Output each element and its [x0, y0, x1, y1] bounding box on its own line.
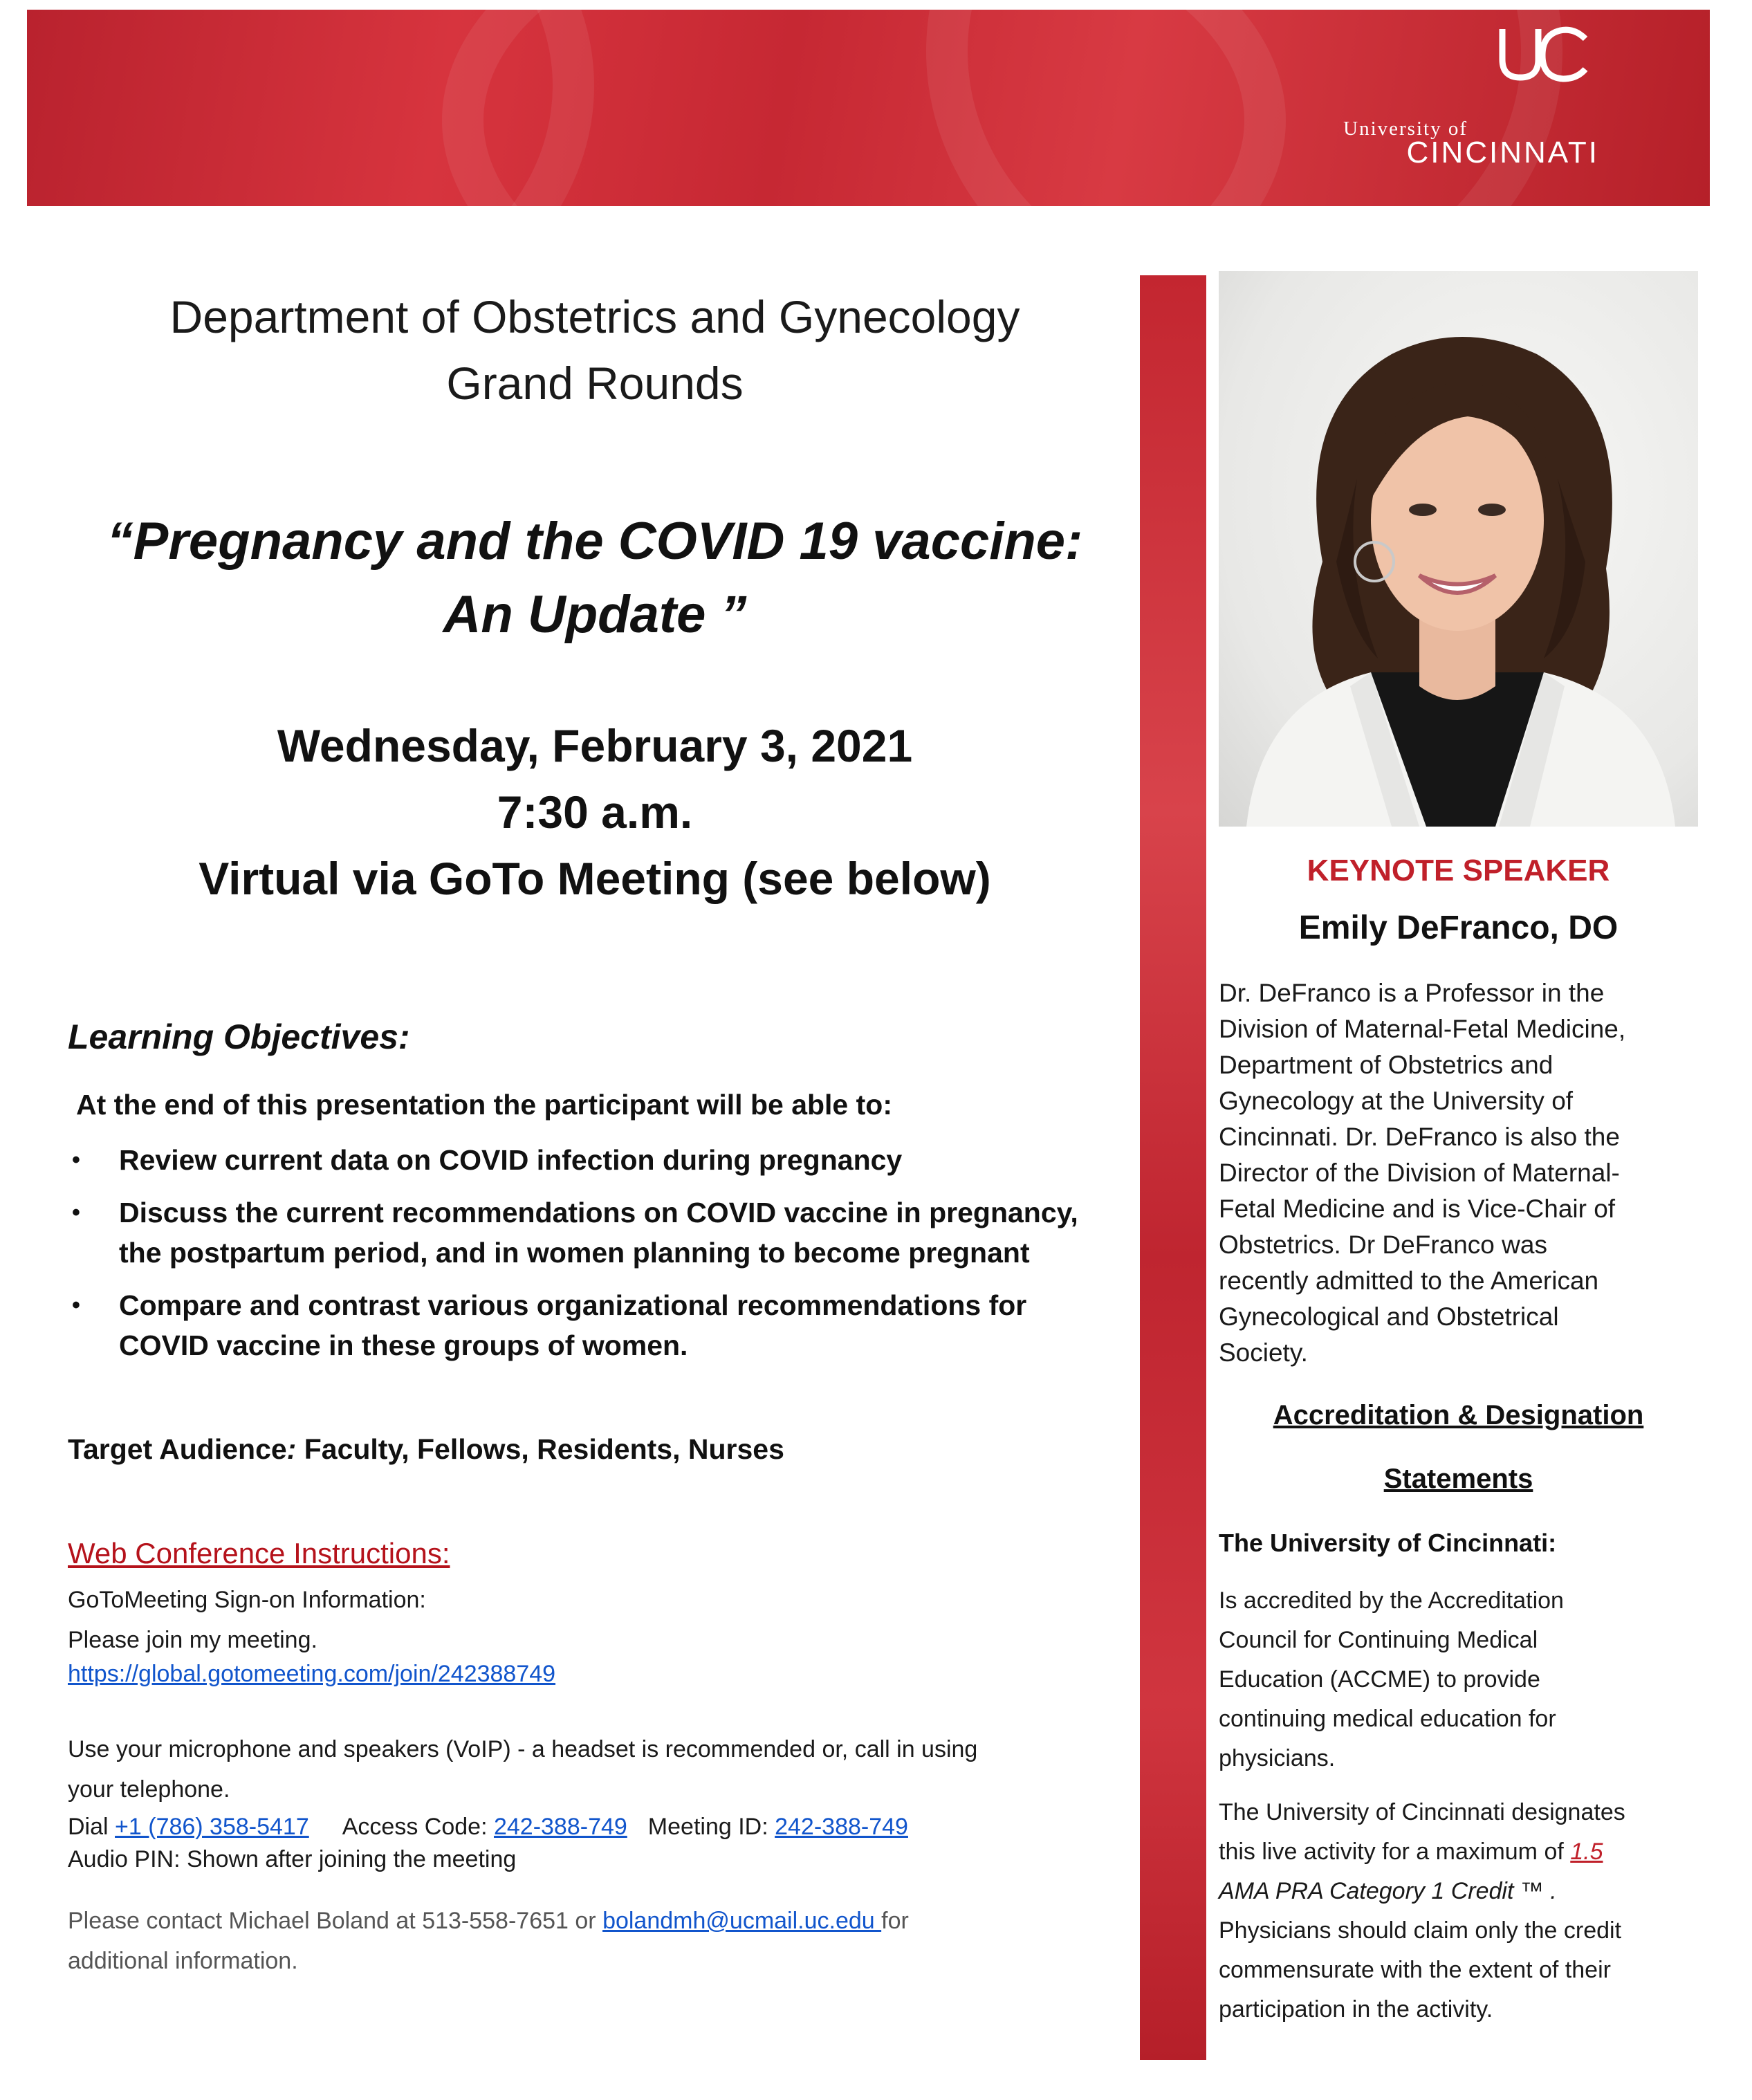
target-audience-label: Target Audience [68, 1433, 287, 1465]
designation-line: commensurate with the extent of their [1219, 1957, 1611, 1983]
access-code-label: Access Code: [342, 1814, 494, 1840]
dial-in-row [68, 1809, 1119, 1844]
credit-type: AMA PRA Category 1 Credit ™ . [1219, 1878, 1557, 1904]
bio-line: Department of Obstetrics and [1219, 1051, 1553, 1079]
objective-item: • Review current data on COVID infection during pregnancy [68, 1140, 1105, 1180]
contact-suffix: for [881, 1908, 909, 1934]
logo-small-text: University of [1343, 118, 1468, 140]
join-meeting-link[interactable]: https://global.gotomeeting.com/join/242388749 [68, 1661, 556, 1687]
keynote-label: KEYNOTE SPEAKER [1307, 854, 1610, 887]
bio-line: recently admitted to the American [1219, 1267, 1599, 1295]
objectives-heading: Learning Objectives: [68, 1017, 410, 1056]
designation-prefix: this live activity for a maximum of [1219, 1839, 1571, 1865]
speaker-name: Emily DeFranco, DO [1298, 910, 1619, 946]
event-location: Virtual via GoTo Meeting (see below) [199, 853, 991, 904]
objective-item: • Compare and contrast various organizational recommendations for COVID vaccine in these groups of women. [68, 1285, 1105, 1365]
target-audience-value: Faculty, Fellows, Residents, Nurses [296, 1433, 784, 1465]
contact-prefix: Please contact Michael Boland at 513-558-7651 or [68, 1908, 603, 1934]
department-name: Department of Obstetrics and Gynecology [169, 291, 1020, 342]
web-conference-heading: Web Conference Instructions: [68, 1537, 450, 1569]
logo-big-text: CINCINNATI [1406, 136, 1599, 169]
designation-line: participation in the activity. [1219, 1996, 1493, 2023]
accreditation-line: physicians. [1219, 1745, 1336, 1771]
department-heading [28, 284, 1162, 416]
bio-line: Dr. DeFranco is a Professor in the [1219, 979, 1605, 1007]
bio-line: Gynecological and Obstetrical [1219, 1302, 1559, 1331]
bio-line: Cincinnati. Dr. DeFranco is also the [1219, 1123, 1620, 1151]
access-code-link[interactable]: 242-388-749 [493, 1814, 627, 1840]
accreditation-line: Council for Continuing Medical [1219, 1627, 1538, 1653]
objectives-list [68, 1140, 1105, 1378]
audio-pin: Audio PIN: Shown after joining the meeting [68, 1846, 517, 1872]
accrediting-org: The University of Cincinnati: [1219, 1529, 1557, 1557]
bio-line: Society. [1219, 1338, 1308, 1367]
talk-title-line2: An Update ” [443, 585, 747, 644]
bio-line: Division of Maternal-Fetal Medicine, [1219, 1015, 1626, 1043]
bio-line: Director of the Division of Maternal- [1219, 1159, 1620, 1187]
speaker-portrait-image [1219, 271, 1698, 827]
target-audience-colon: : [286, 1433, 297, 1465]
contact-email-link[interactable]: bolandmh@ucmail.uc.edu [602, 1908, 882, 1934]
credit-value: 1.5 [1570, 1839, 1603, 1865]
objectives-intro: At the end of this presentation the participant will be able to: [76, 1089, 892, 1121]
event-time: 7:30 a.m. [497, 786, 693, 838]
event-details [28, 712, 1162, 912]
accreditation-line: Is accredited by the Accreditation [1219, 1587, 1564, 1614]
dial-label: Dial [68, 1814, 116, 1840]
event-date: Wednesday, February 3, 2021 [277, 720, 913, 771]
talk-title-line1: “Pregnancy and the COVID 19 vaccine: [107, 512, 1083, 571]
objective-item: • Discuss the current recommendations on COVID vaccine in pregnancy, the postpartum period, and in women planning to become pregnant [68, 1192, 1105, 1273]
accreditation-line: Education (ACCME) to provide [1219, 1666, 1540, 1693]
designation-line: The University of Cincinnati designates [1219, 1799, 1625, 1825]
accreditation-heading-line1: Accreditation & Designation [1273, 1400, 1644, 1430]
voip-line1: Use your microphone and speakers (VoIP) - a headset is recommended or, call in using [68, 1736, 978, 1762]
accreditation-statement [1219, 1581, 1703, 1778]
target-audience [68, 1429, 1105, 1469]
designation-statement [1219, 1793, 1703, 2029]
meeting-id-link[interactable]: 242-388-749 [775, 1814, 908, 1840]
voip-line2: your telephone. [68, 1776, 230, 1803]
join-text: Please join my meeting. [68, 1627, 317, 1653]
designation-line [1219, 1832, 1703, 1872]
accreditation-line: continuing medical education for [1219, 1706, 1556, 1732]
contact-line2: additional information. [68, 1948, 298, 1974]
bio-line: Obstetrics. Dr DeFranco was [1219, 1231, 1547, 1259]
signon-label: GoToMeeting Sign-on Information: [68, 1587, 426, 1613]
event-series: Grand Rounds [446, 358, 744, 409]
header-banner [27, 10, 1710, 206]
speaker-photo [1219, 271, 1698, 827]
speaker-bio [1219, 975, 1703, 1371]
bio-line: Gynecology at the University of [1219, 1087, 1574, 1115]
designation-line: Physicians should claim only the credit [1219, 1917, 1622, 1944]
talk-title [28, 505, 1162, 652]
uc-monogram-icon [1488, 24, 1592, 86]
bio-line: Fetal Medicine and is Vice-Chair of [1219, 1195, 1616, 1223]
contact-info [68, 1901, 1119, 1981]
meeting-id-label: Meeting ID: [647, 1814, 775, 1840]
web-conference-info [68, 1580, 1119, 1875]
dial-number-link[interactable]: +1 (786) 358-5417 [115, 1814, 309, 1840]
accreditation-heading-line2: Statements [1383, 1464, 1533, 1494]
